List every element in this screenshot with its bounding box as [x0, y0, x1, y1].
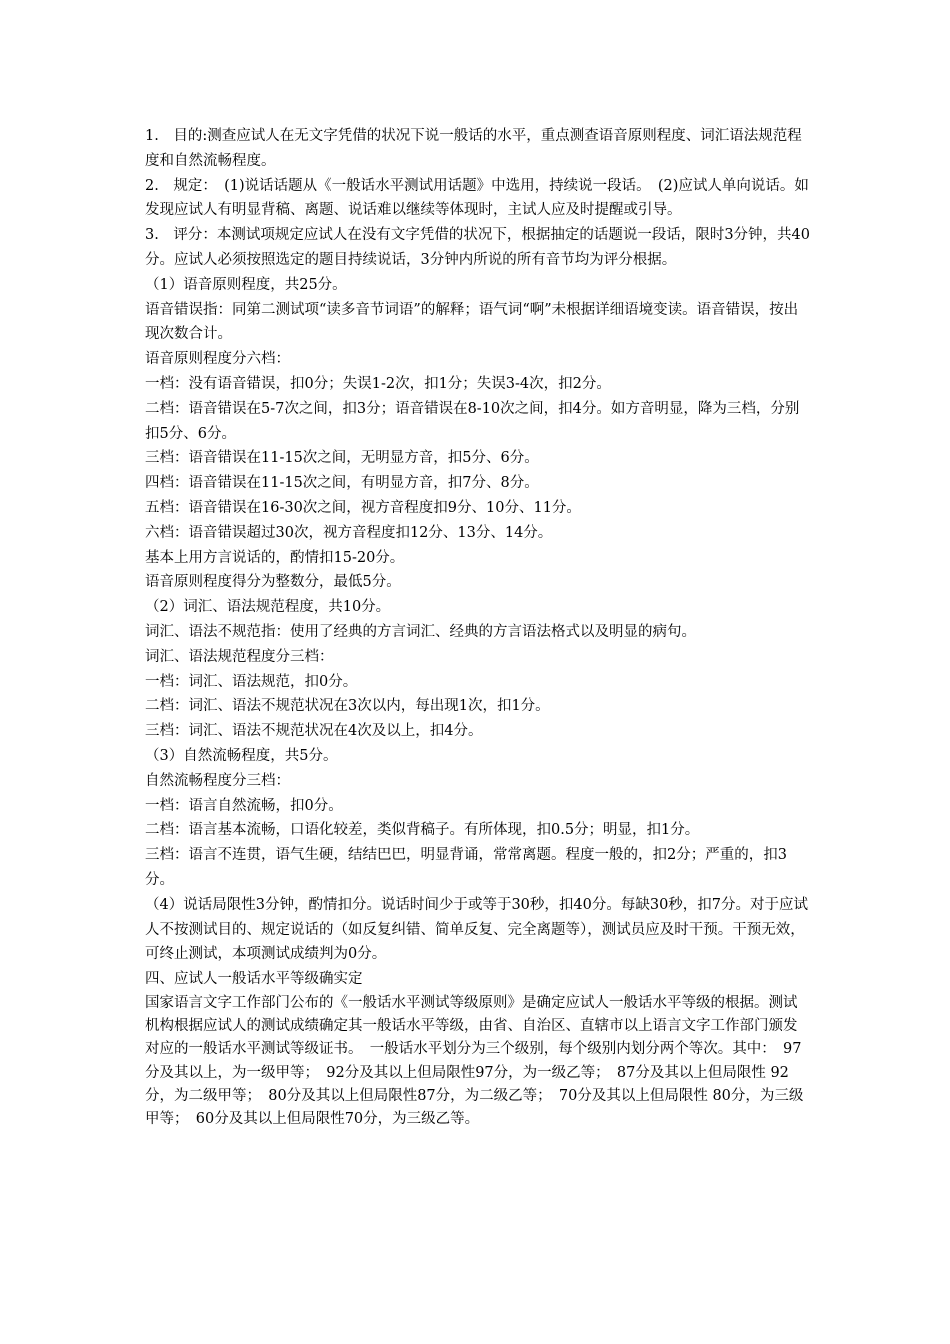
paragraph-scoring: 3. 评分：本测试项规定应试人在没有文字凭借的状况下，根据抽定的话题说一段话，限时3分钟，共40分。应试人必须按照选定的题目持续说话，3分钟内所说的所有音节均为评分根据。: [145, 227, 811, 268]
paragraph-purpose: 1. 目的:测查应试人在无文字凭借的状况下说一般话的水平，重点测查语音原则程度、词汇语法规范程度和自然流畅程度。: [145, 128, 802, 169]
paragraph-pronunciation-levels: 语音原则程度分六档：: [145, 351, 290, 368]
section-fluency: （3）自然流畅程度，共5分。: [145, 747, 338, 764]
paragraph-level-2: 二档：语音错误在5-7次之间，扣3分；语音错误在8-10次之间，扣4分。如方音明显，降为三档，分别扣5分、6分。: [145, 400, 800, 442]
paragraph-time-limit: （4）说话局限性3分钟，酌情扣分。说话时间少于或等于30秒，扣40分。每缺30秒，扣7分。对于应试人不按测试目的、规定说话的（如反复纠错、简单反复、完全离题等），测试员应及时干预。干预无效，可终止测试，本项测试成绩判为0分。: [145, 896, 809, 963]
paragraph-pronunciation-min: 语音原则程度得分为整数分，最低5分。: [145, 574, 401, 591]
paragraph-level-6: 六档：语音错误超过30次，视方音程度扣12分、13分、14分。: [145, 524, 553, 541]
paragraph-fluency-level-2: 二档：语言基本流畅，口语化较差，类似背稿子。有所体现，扣0.5分；明显，扣1分。: [145, 822, 700, 839]
paragraph-fluency-level-1: 一档：语言自然流畅，扣0分。: [145, 797, 343, 814]
paragraph-vocab-level-2: 二档：词汇、语法不规范状况在3次以内，每出现1次，扣1分。: [145, 698, 550, 715]
paragraph-level-1: 一档：没有语音错误，扣0分；失误1-2次，扣1分；失误3-4次，扣2分。: [145, 375, 611, 392]
paragraph-pronunciation-errors: 语音错误指：同第二测试项“读多音节词语”的解释；语气词“啊”未根据详细语境变读。语音错误，按出现次数合计。: [145, 301, 799, 343]
paragraph-grade-standards: 国家语言文字工作部门公布的《一般话水平测试等级原则》是确定应试人一般话水平等级的根据。测试机构根据应试人的测试成绩确定其一般话水平等级，由省、自治区、直辖市以上语言文字工作部门颁发对应的一般话水平测试等级证书。 一般话水平划分为三个级别，每个级别内划分两个等次。其中： 97分及其以上，为一级甲等； 92分及其以上但局限性97分，为一级乙等； 87分及其以上但局限性 92分，为二级甲等； 80分及其以上但局限性87分，为二级乙等； 70分及其以上但局限性 80分，为三级甲等； 60分及其以上但局限性70分，为三级乙等。: [145, 994, 804, 1127]
document-body: [145, 124, 810, 1131]
section-level-determination: 四、应试人一般话水平等级确实定: [145, 971, 363, 988]
paragraph-level-3: 三档：语音错误在11-15次之间，无明显方音，扣5分、6分。: [145, 450, 539, 467]
paragraph-rules: 2. 规定： (1)说话话题从《一般话水平测试用话题》中选用，持续说一段话。 (2)应试人单向说话。如发现应试人有明显背稿、离题、说话难以继续等体现时，主试人应及时提醒或引导。: [145, 177, 809, 219]
paragraph-vocab-levels: 词汇、语法规范程度分三档：: [145, 648, 334, 665]
section-pronunciation: （1）语音原则程度，共25分。: [145, 276, 347, 293]
paragraph-fluency-level-3: 三档：语言不连贯，语气生硬，结结巴巴，明显背诵，常常离题。程度一般的，扣2分；严重的，扣3分。: [145, 847, 787, 888]
paragraph-level-5: 五档：语音错误在16-30次之间，视方音程度扣9分、10分、11分。: [145, 499, 581, 516]
section-vocabulary: （2）词汇、语法规范程度，共10分。: [145, 599, 391, 616]
paragraph-vocab-level-3: 三档：词汇、语法不规范状况在4次及以上，扣4分。: [145, 723, 483, 740]
paragraph-level-4: 四档：语音错误在11-15次之间，有明显方音，扣7分、8分。: [145, 475, 539, 492]
paragraph-vocab-errors: 词汇、语法不规范指：使用了经典的方言词汇、经典的方言语法格式以及明显的病句。: [145, 623, 696, 640]
paragraph-dialect: 基本上用方言说话的，酌情扣15-20分。: [145, 549, 405, 566]
paragraph-vocab-level-1: 一档：词汇、语法规范，扣0分。: [145, 673, 358, 690]
paragraph-fluency-levels: 自然流畅程度分三档：: [145, 772, 290, 789]
